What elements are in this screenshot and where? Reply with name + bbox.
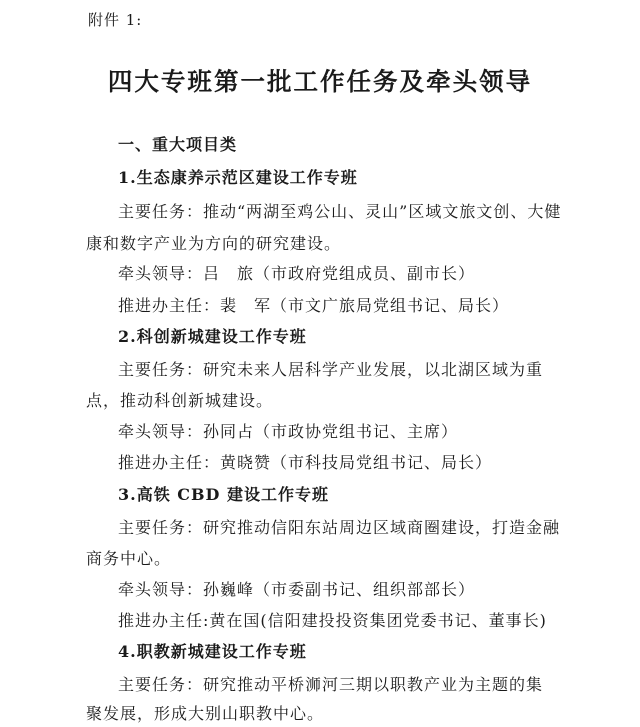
group-1-title: 1.生态康养示范区建设工作专班 [118,168,358,187]
group-2-title: 2.科创新城建设工作专班 [118,327,307,346]
group-2-office: 推进办主任：黄晓赞（市科技局党组书记、局长） [118,453,493,472]
group-1-task-line2: 康和数字产业为方向的研究建设。 [86,234,342,253]
section-heading: 一、重大项目类 [118,135,238,154]
group-2-task-line2: 点，推动科创新城建设。 [86,391,274,410]
group-1-office: 推进办主任：裴 军（市文广旅局党组书记、局长） [118,296,510,315]
group-3-lead: 牵头领导：孙巍峰（市委副书记、组织部部长） [118,580,476,599]
attachment-label: 附件 1: [88,11,143,29]
group-3-task-line2: 商务中心。 [86,549,172,568]
group-4-task-line2: 聚发展，形成大别山职教中心。 [86,704,325,723]
group-2-task-line1: 主要任务：研究未来人居科学产业发展，以北湖区域为重 [118,360,544,379]
group-3-task-line1: 主要任务：研究推动信阳东站周边区域商圈建设，打造金融 [118,518,561,537]
group-3-title: 3.高铁 CBD 建设工作专班 [118,485,329,504]
group-3-office: 推进办主任:黄在国(信阳建投投资集团党委书记、董事长) [118,611,547,630]
document-title: 四大专班第一批工作任务及牵头领导 [107,67,533,96]
group-1-lead: 牵头领导：吕 旅（市政府党组成员、副市长） [118,264,476,283]
group-4-title: 4.职教新城建设工作专班 [118,642,307,661]
group-1-task-line1: 主要任务：推动“两湖至鸡公山、灵山”区域文旅文创、大健 [118,202,562,221]
group-2-lead: 牵头领导：孙同占（市政协党组书记、主席） [118,422,459,441]
group-4-task-line1: 主要任务：研究推动平桥浉河三期以职教产业为主题的集 [118,675,544,694]
